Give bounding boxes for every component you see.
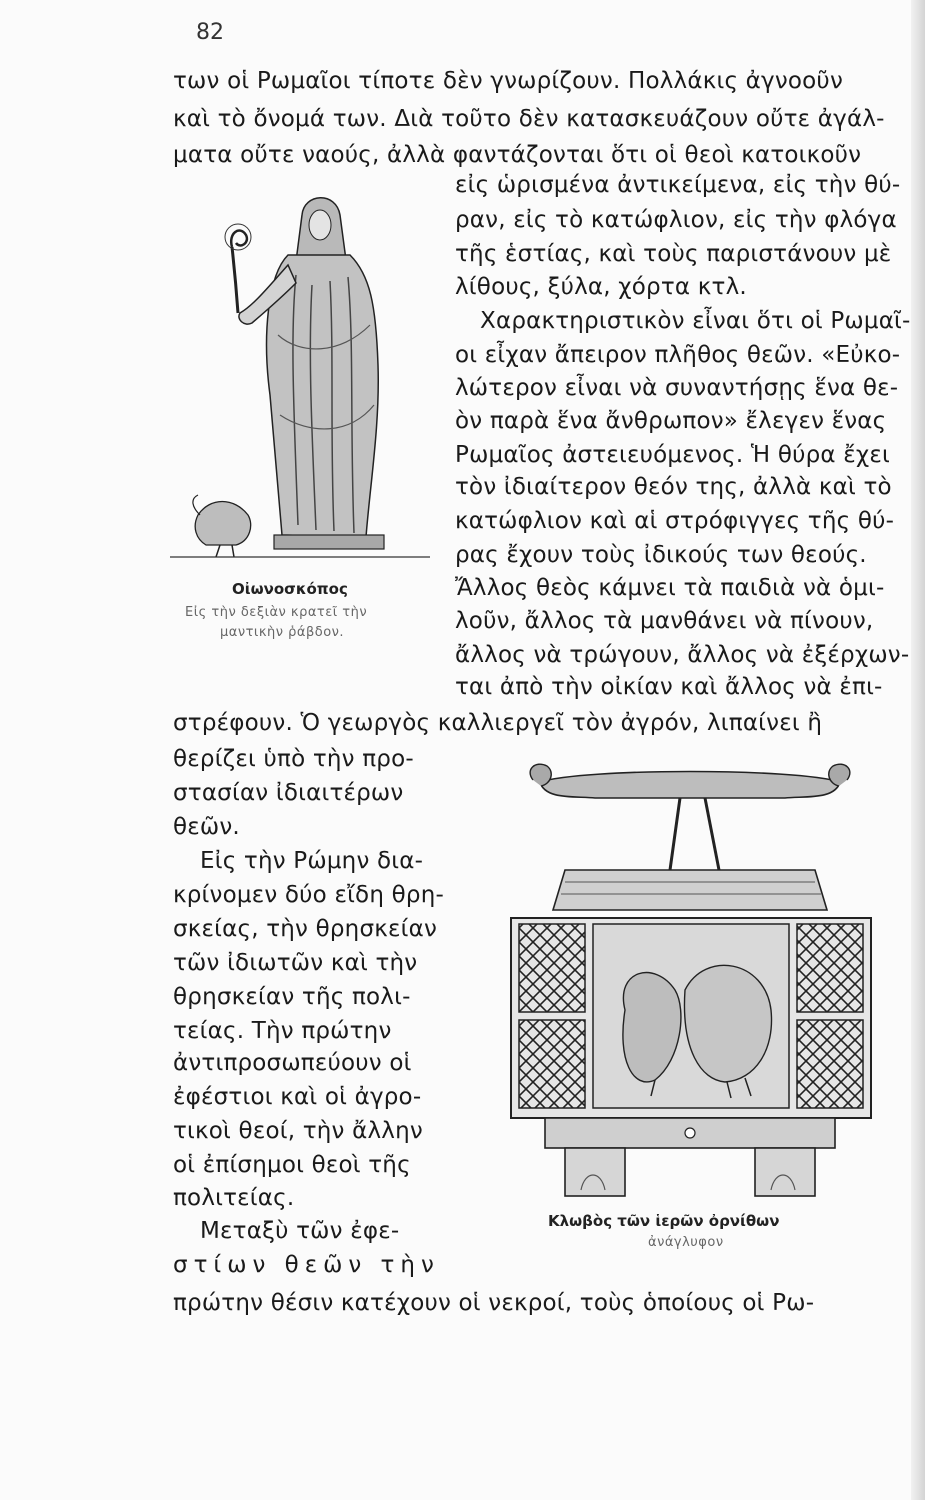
text-line-left-7: τῶν ἰδιωτῶν καὶ τὴν [173,950,418,976]
figure-cage-title: Κλωβὸς τῶν ἱερῶν ὀρνίθων [548,1212,780,1230]
figure-augur-caption-1: Εἰς τὴν δεξιὰν κρατεῖ τὴν [185,605,368,620]
augur-illustration [170,185,445,570]
figure-augur-title: Οἰωνοσκόπος [232,580,348,598]
page-edge [911,0,925,1500]
text-line-right-4: λίθους, ξύλα, χόρτα κτλ. [455,274,747,300]
sacred-chicken-cage-illustration [505,760,875,1210]
text-line-left-14: πολιτείας. [173,1185,295,1211]
text-line-left-11: ἐφέστιοι καὶ οἱ ἀγρο- [173,1084,422,1110]
text-line-right-7: λώτερον εἶναι νὰ συναντήσῃς ἕνα θε- [455,375,899,401]
text-line-mid: στρέφουν. Ὁ γεωργὸς καλλιεργεῖ τὸν ἀγρόν, λιπαίνει ἢ [173,710,823,736]
text-line-left-9: τείας. Τὴν πρώτην [173,1018,392,1044]
text-line-right-6: οι εἶχαν ἄπειρον πλῆθος θεῶν. «Εὐκο- [455,342,901,368]
text-line-right-12: ρας ἔχουν τοὺς ἰδικούς των θεούς. [455,542,867,568]
figure-augur-caption-2: μαντικὴν ῥάβδον. [220,625,345,640]
text-line-right-8: ὸν παρὰ ἕνα ἄνθρωπον» ἔλεγεν ἕνας [455,408,887,434]
text-line-left-10: ἀντιπροσωπεύουν οἱ [173,1050,412,1076]
text-line-left-3: θεῶν. [173,814,240,840]
text-line-left-13: οἱ ἐπίσημοι θεοὶ τῆς [173,1152,411,1178]
text-line-right-2: ραν, εἰς τὸ κατώφλιον, εἰς τὴν φλόγα [455,207,897,233]
text-line-right-1: εἰς ὡρισμένα ἀντικείμενα, εἰς τὴν θύ- [455,172,901,198]
text-line-left-8: θρησκείαν τῆς πολι- [173,984,411,1010]
text-line-top-3: ματα οὔτε ναούς, ἀλλὰ φαντάζονται ὅτι οἱ θεοὶ κατοικοῦν [173,142,862,168]
text-line-left-12: τικοὶ θεοί, τὴν ἄλλην [173,1118,423,1144]
text-line-right-3: τῆς ἑστίας, καὶ τοὺς παριστάνουν μὲ [455,241,892,267]
text-line-right-15: ἄλλος νὰ τρώγουν, ἄλλος νὰ ἐξέρχων- [455,642,910,668]
text-line-left-16: στίων θεῶν τὴν [173,1252,440,1278]
text-line-left-2: στασίαν ἰδιαιτέρων [173,780,404,806]
text-line-left-15: Μεταξὺ τῶν ἐφε- [200,1218,400,1244]
text-line-right-11: κατώφλιον καὶ αἱ στρόφιγγες τῆς θύ- [455,508,895,534]
text-line-left-6: σκείας, τὴν θρησκείαν [173,916,438,942]
text-line-right-16: ται ἀπὸ τὴν οἰκίαν καὶ ἄλλος νὰ ἐπι- [455,674,883,700]
text-line-top-1: των οἱ Ρωμαῖοι τίποτε δὲν γνωρίζουν. Πολλάκις ἀγνοοῦν [173,68,843,94]
text-line-last: πρώτην θέσιν κατέχουν οἱ νεκροί, τοὺς ὁποίους οἱ Ρω- [173,1290,815,1316]
text-line-right-10: τὸν ἰδιαίτερον θεόν της, ἀλλὰ καὶ τὸ [455,474,892,500]
text-line-left-4: Εἰς τὴν Ρώμην δια- [200,848,424,874]
text-line-right-9: Ρωμαῖος ἀστειευόμενος. Ἡ θύρα ἔχει [455,442,891,468]
text-line-right-13: Ἄλλος θεὸς κάμνει τὰ παιδιὰ νὰ ὁμι- [455,575,885,601]
text-line-right-14: λοῦν, ἄλλος τὰ μανθάνει νὰ πίνουν, [455,608,874,634]
text-line-right-5: Χαρακτηριστικὸν εἶναι ὅτι οἱ Ρωμαῖ- [480,308,911,334]
text-line-top-2: καὶ τὸ ὄνομά των. Διὰ τοῦτο δὲν κατασκευάζουν οὔτε ἀγάλ- [173,106,885,132]
figure-cage-subtitle: ἀνάγλυφον [648,1235,724,1250]
text-line-left-5: κρίνομεν δύο εἴδη θρη- [173,882,444,908]
page-number: 82 [196,20,224,45]
text-line-left-1: θερίζει ὑπὸ τὴν προ- [173,746,414,772]
